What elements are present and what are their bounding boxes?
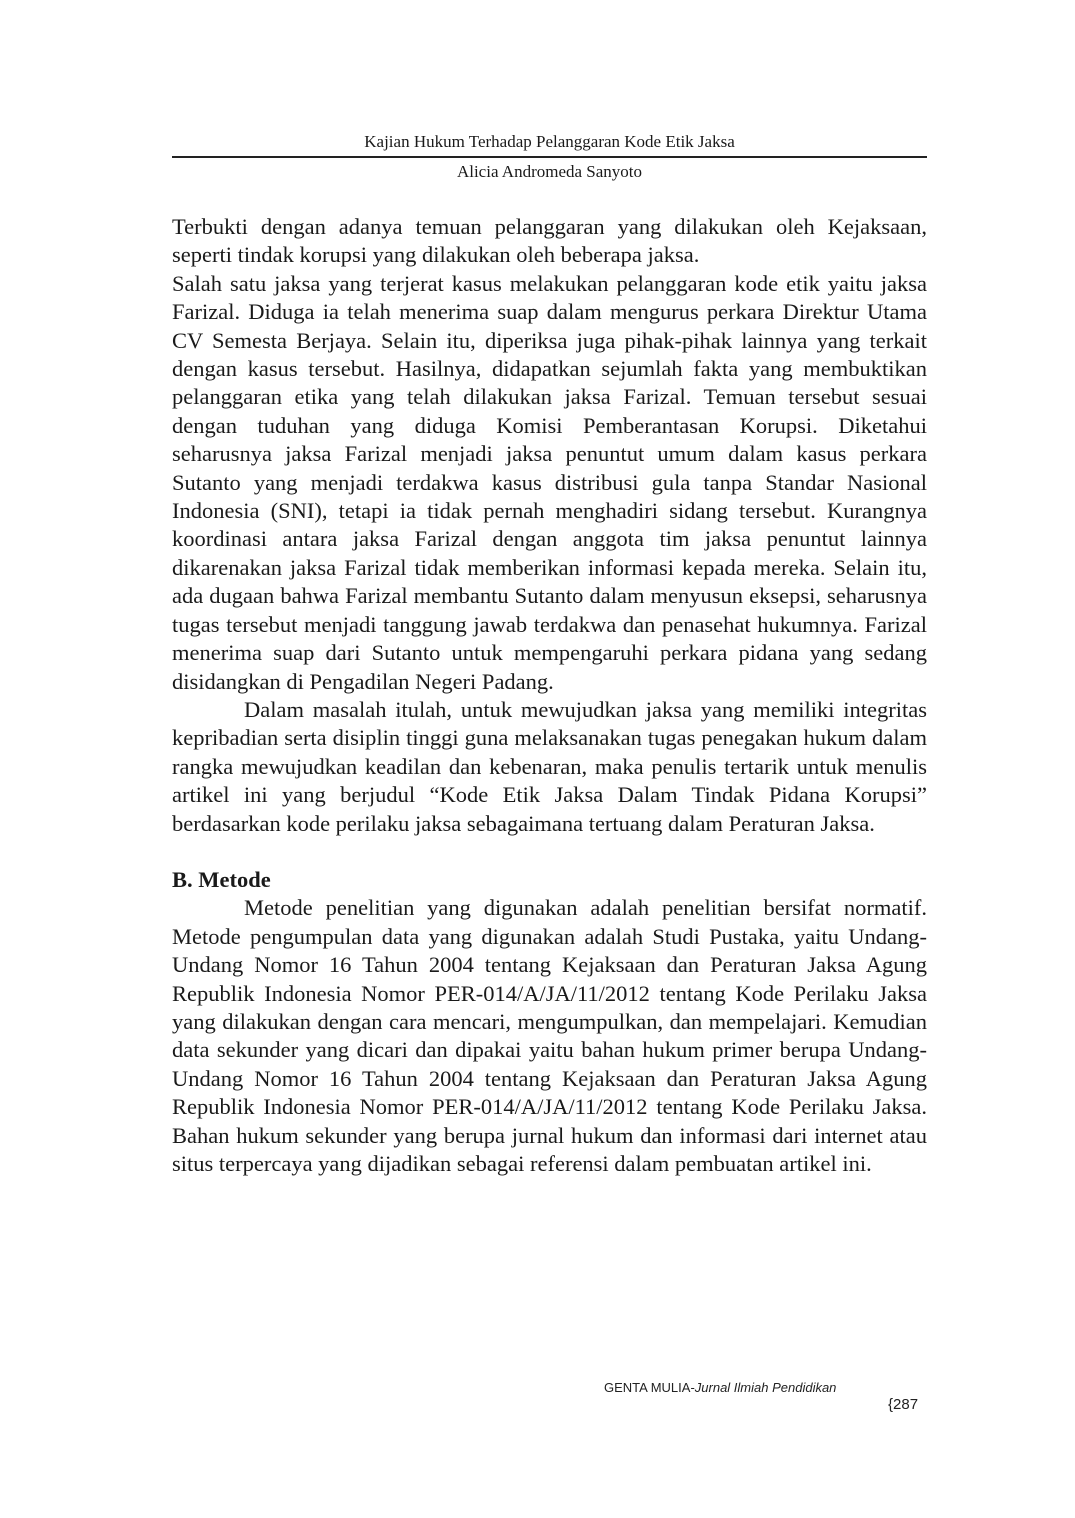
paragraph-2: Salah satu jaksa yang terjerat kasus melakukan pelanggaran kode etik yaitu jaksa Farizal. Diduga ia telah menerima suap dalam mengurus perkara Direktur Utama CV Semesta Berjaya. Selain itu, diperiksa juga pihak-pihak lainnya yang terkait dengan kasus tersebut. Hasilnya, didapatkan sejumlah fakta yang membuktikan pelanggaran etika yang telah dilakukan jaksa Farizal. Temuan tersebut sesuai dengan tuduhan yang diduga Komisi Pemberantasan Korupsi. Diketahui seharusnya jaksa Farizal menjadi jaksa penuntut umum dalam kasus perkara Sutanto yang menjadi terdakwa kasus distribusi gula tanpa Standar Nasional Indonesia (SNI), tetapi ia tidak pernah menghadiri sidang tersebut. Kurangnya koordinasi antara jaksa Farizal dengan anggota tim jaksa penuntut lainnya dikarenakan jaksa Farizal tidak memberikan informasi kepada mereka. Selain itu, ada dugaan bahwa Farizal membantu Sutanto dalam menyusun eksepsi, seharusnya tugas tersebut menjadi tanggung jawab terdakwa dan penasehat hukumnya. Farizal menerima suap dari Sutanto untuk mempengaruhi perkara pidana yang sedang disidangkan di Pengadilan Negeri Padang. (172, 270, 927, 694)
journal-subtitle: Jurnal Ilmiah Pendidikan (694, 1380, 837, 1395)
running-title: Kajian Hukum Terhadap Pelanggaran Kode Etik Jaksa (172, 128, 927, 158)
journal-name: GENTA MULIA- (604, 1380, 695, 1395)
page-number: {287 (888, 1396, 919, 1413)
running-author: Alicia Andromeda Sanyoto (456, 162, 643, 181)
paragraph-3: Dalam masalah itulah, untuk mewujudkan jaksa yang memiliki integritas kepribadian serta disiplin tinggi guna melaksanakan tugas penegakan hukum dalam rangka mewujudkan keadilan dan kebenaran, maka penulis tertarik untuk menulis artikel ini yang berjudul “Kode Etik Jaksa Dalam Tindak Pidana Korupsi” berdasarkan kode perilaku jaksa sebagaimana tertuang dalam Peraturan Jaksa. (172, 696, 927, 836)
paragraph-4: Metode penelitian yang digunakan adalah penelitian bersifat normatif. Metode pengumpulan data yang digunakan adalah Studi Pustaka, yaitu Undang-Undang Nomor 16 Tahun 2004 tentang Kejaksaan dan Peraturan Jaksa Agung Republik Indonesia Nomor PER-014/A/JA/11/2012 tentang Kode Perilaku Jaksa yang dilakukan dengan cara mencari, mengumpulkan, dan mempelajari. Kemudian data sekunder yang dicari dan dipakai yaitu bahan hukum primer berupa Undang-Undang Nomor 16 Tahun 2004 tentang Kejaksaan dan Peraturan Jaksa Agung Republik Indonesia Nomor PER-014/A/JA/11/2012 tentang Kode Perilaku Jaksa. Bahan hukum sekunder yang berupa jurnal hukum dan informasi dari internet atau situs terpercaya yang dijadikan sebagai referensi dalam pembuatan artikel ini. (172, 895, 927, 1176)
section-heading-metode: B. Metode (172, 866, 271, 892)
running-header (172, 128, 927, 186)
footer-journal (604, 1380, 836, 1395)
article-body (172, 213, 927, 1178)
paragraph-1: Terbukti dengan adanya temuan pelanggaran yang dilakukan oleh Kejaksaan, seperti tindak korupsi yang dilakukan oleh beberapa jaksa. (172, 214, 927, 268)
